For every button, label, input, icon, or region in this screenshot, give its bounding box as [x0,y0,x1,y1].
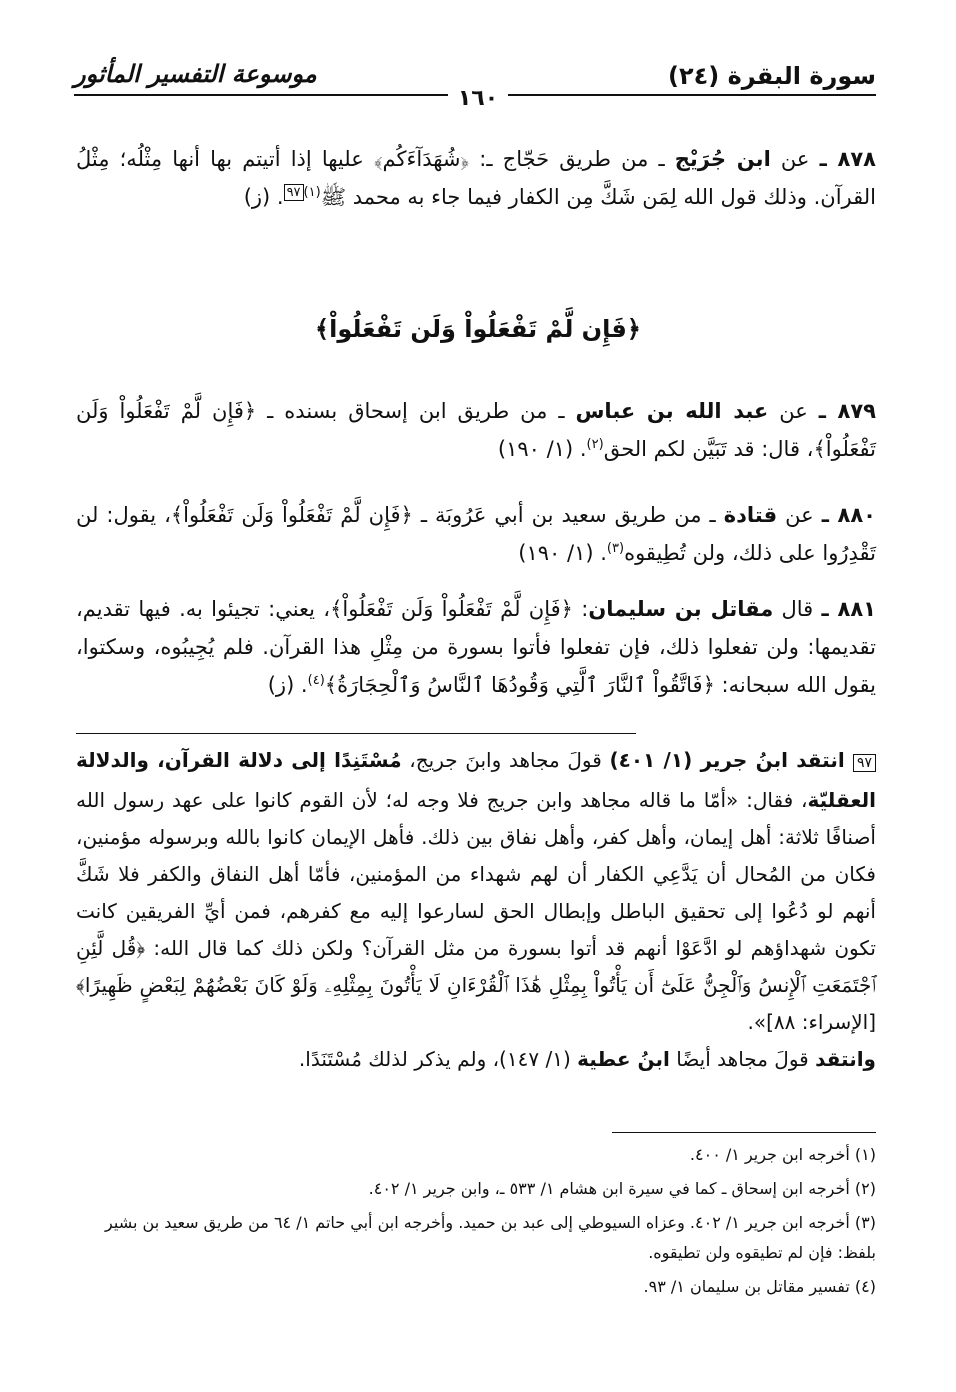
page-number-wrap [0,86,956,111]
commentary-text: قولَ مجاهد أيضًا [669,1047,816,1071]
narration-number: ٨٨٠ ـ [821,503,876,527]
footnotes [76,1140,876,1306]
commentary-quote: ، فقال: «أمّا ما قاله مجاهد وابن جريج فلا وجه له؛ لأن القوم كانوا على عهد رسول الله أصنافًا ثلاثة: أهل إيمان، وأهل كفر، وأهل نفاق بين ذلك. فأهل الإيمان كانوا بالله وبرسوله مؤمنين، فكان من المُحال أن يَدَّعِي الكفار أن لهم شهداء من المؤمنين، فأمّا أهل النفاق والكفر فلا شَكَّ أنهم لو دُعُوا إلى تحقيق الباطل وإبطال الحق لسارعوا إليه مع كفرهم، فمن أيِّ الفريقين كانت تكون شهداؤهم لو ادَّعَوْا أنهم قد أتوا بسورة من مثل القرآن؟ ولكن ذلك كما قال الله: ﴿قُل لَّئِنِ ٱجْتَمَعَتِ ٱلْإِنسُ وَٱلْجِنُّ عَلَىٰٓ أَن يَأْتُواْ بِمِثْلِ هَٰذَا ٱلْقُرْءَانِ لَا يَأْتُونَ بِمِثْلِهِۦ وَلَوْ كَانَ بَعْضُهُمْ لِبَعْضٍ ظَهِيرًا﴾ [الإسراء: ٨٨]». [76,788,876,1034]
commentary-text: (١/ ١٤٧)، ولم يذكر لذلك مُسْتَنَدًا. [298,1047,578,1071]
narration-text: : ﴿فَإِن لَّمْ تَفْعَلُواْ وَلَن تَفْعَلُواْ﴾، يعني: تجيئوا به. فيها تقديم، تقديمها: ولن تفعلوا ذلك، فإن تفعلوا فأتوا بسورة من مِثْلِ هذا القرآن. فلم يُجِيبُوه، وسكتوا، يقول الله سبحانه: ﴿فَاتَّقُواْ ٱلنَّارَ ٱلَّتِي وَقُودُهَا ٱلنَّاسُ وَٱلْحِجَارَةُ﴾ [76,597,876,697]
footnote-4: (٤) تفسير مقاتل بن سليمان ١/ ٩٣. [643,1277,876,1296]
footnote-ref: (٢) [586,437,604,452]
footnote-divider [612,1132,876,1133]
narration-end: . (ز) [243,185,284,209]
footnote-1: (١) أخرجه ابن جرير ١/ ٤٠٠. [689,1145,876,1164]
narration-text: ـ من طريق سعيد بن أبي عَرُوبَة ـ ﴿فَإِن لَّمْ تَفْعَلُواْ وَلَن تَفْعَلُواْ﴾، يقول: لن تَقْدِرُوا على ذلك، ولن تُطِيقوه [76,503,876,565]
narration-end: . (ز) [267,673,308,697]
critic-name: ابنُ عطية [577,1047,670,1071]
footnote-ref: (٤) [307,673,325,688]
narrator-name: قتادة [723,503,778,527]
narration-text: ـ من طريق حَجّاج ـ: ﴿شُهَدَآءَكُم﴾ عليها إذا أتيتم بها أنها مِثْلُه؛ مِثْلُ القرآن. وذلك قول الله لِمَن شَكَّ مِن الكفار فيما جاء به محمد ﷺ [76,147,876,209]
note-number: ٩٧ [853,754,876,772]
narration-881 [76,590,876,704]
note-ref: ٩٧ [284,184,304,201]
commentary-text: وانتقد [815,1047,876,1071]
commentary-block [76,742,876,1078]
narration-text: قال [773,597,822,621]
page-number: ١٦٠ [448,86,508,111]
narration-number: ٨٨١ ـ [821,597,876,621]
narration-text: عن [770,147,820,171]
commentary-basis: مُسْتَنِدًا إلى دلالة القرآن، والدلالة العقليّة [76,748,876,812]
narration-end: . (١/ ١٩٠) [497,437,587,461]
narrator-name: ابن جُرَيْج [674,147,771,171]
verse-heading: ﴿فَإِن لَّمْ تَفْعَلُواْ وَلَن تَفْعَلُواْ﴾ [315,315,641,343]
narration-878 [76,140,876,216]
narrator-name: مقاتل بن سليمان [588,597,774,621]
narrator-name: عبد الله بن عباس [575,399,769,423]
narration-text: ـ من طريق ابن إسحاق بسنده ـ ﴿فَإِن لَّمْ تَفْعَلُواْ وَلَن تَفْعَلُواْ﴾، قال: قد تَبَيَّن لكم الحق [76,399,876,461]
narration-number: ٨٧٨ ـ [819,147,876,171]
critic-name: انتقد ابنُ جرير (١/ ٤٠١) [609,748,853,772]
commentary-text: قولَ مجاهد وابنَ جريج، [401,748,610,772]
book-title: موسوعة التفسير المأثور [74,60,317,88]
narration-879 [76,392,876,468]
narration-text: عن [777,503,822,527]
footnote-ref: (١) [303,185,321,200]
commentary-divider [76,733,636,734]
surah-title: سورة البقرة (٢٤) [668,62,876,90]
footnote-3: (٣) أخرجه ابن جرير ١/ ٤٠٢. وعزاه السيوطي إلى عبد بن حميد. وأخرجه ابن أبي حاتم ١/ ٦٤ من طريق سعيد بن بشير بلفظ: فإن لم تطيقوه ولن تطيقوه. [105,1213,876,1262]
narration-number: ٨٧٩ ـ [818,399,876,423]
narration-end: . (١/ ١٩٠) [518,541,607,565]
footnote-2: (٢) أخرجه ابن إسحاق ـ كما في سيرة ابن هشام ١/ ٥٣٣ ـ، وابن جرير ١/ ٤٠٢. [368,1179,876,1198]
footnote-ref: (٣) [606,541,625,556]
narration-880 [76,496,876,572]
narration-text: عن [768,399,819,423]
